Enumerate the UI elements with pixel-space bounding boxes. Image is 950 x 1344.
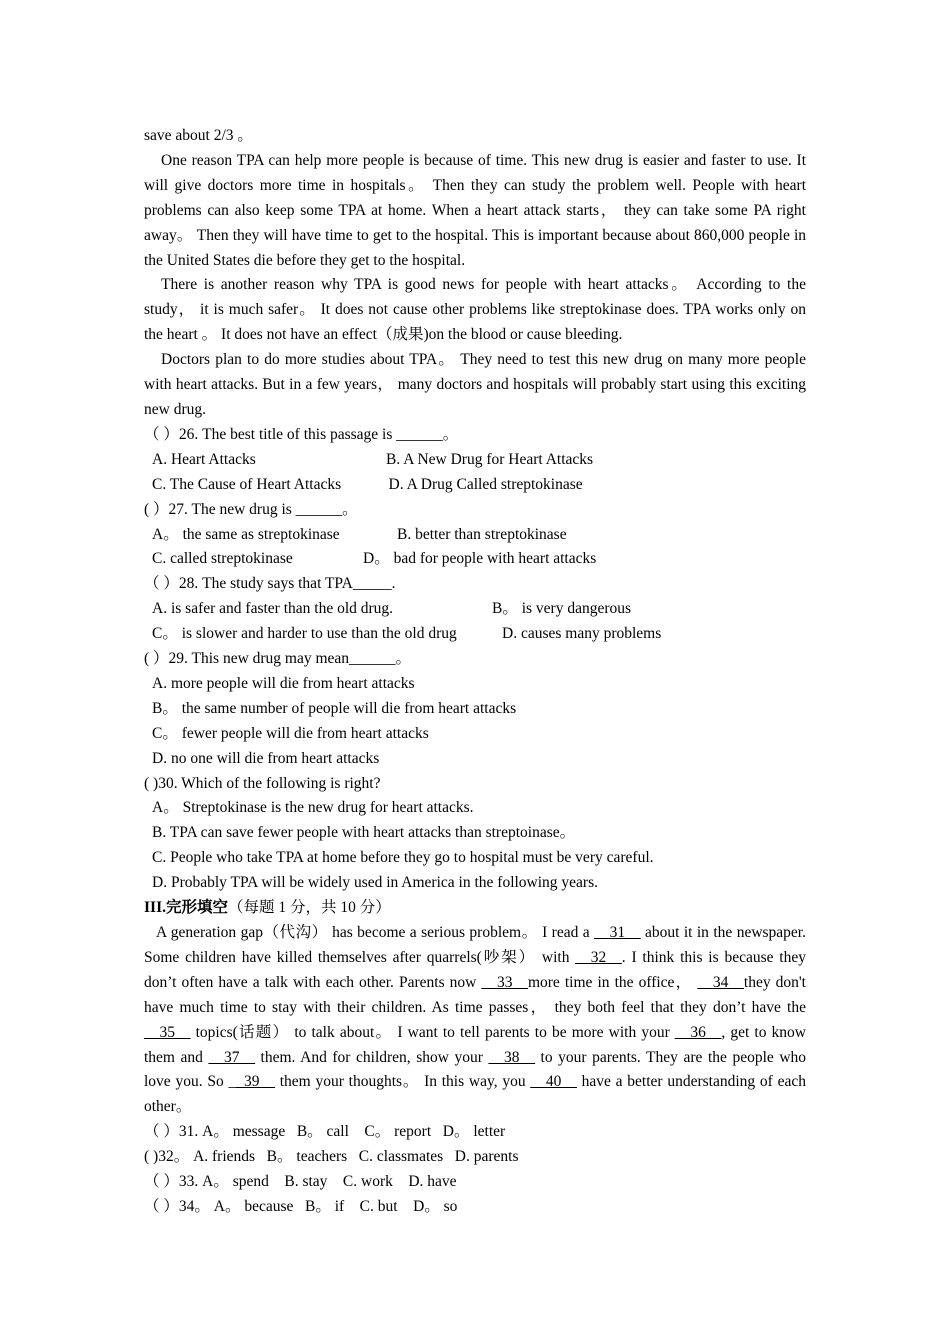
question-29 — [144, 647, 806, 772]
blank-37: __37__ — [208, 1048, 255, 1066]
option-d: D. Probably TPA will be widely used in America in the following years. — [152, 874, 599, 892]
option-b: B. TPA can save fewer people with heart attacks than streptoinase。 — [152, 824, 576, 842]
option-a: A。 the same as streptokinase — [152, 525, 340, 543]
option-c: C。 is slower and harder to use than the old drug — [152, 625, 457, 643]
question-30 — [144, 772, 806, 897]
cloze-passage — [144, 921, 806, 1120]
option-b: B。 is very dangerous — [492, 600, 632, 618]
passage-fragment: save about 2/3 。 — [144, 127, 253, 144]
option-a: A. Heart Attacks — [152, 450, 256, 468]
section-title: III.完形填空 — [144, 899, 228, 917]
option-a: A. is safer and faster than the old drug. — [152, 600, 394, 618]
cloze-text: topics(话题） to talk about。 I want to tell parents to be more with your — [190, 1023, 675, 1041]
option-c: C。 fewer people will die from heart attacks — [152, 724, 429, 742]
section-scoring-note: （每题 1 分，共 10 分） — [227, 899, 391, 917]
blank-36: __36__ — [674, 1023, 722, 1041]
options-row — [144, 597, 806, 622]
cloze-text: have a better understanding of each other。 — [144, 1073, 806, 1116]
question-stem: （ ）26. The best title of this passage is ______。 — [144, 425, 459, 443]
passage-paragraph-2: There is another reason why TPA is good news for people with heart attacks。 According to the study， it is much safer。 It does not cause other problems like streptokinase does. TPA works only on the heart 。 It does not have an effect（成果)on the blood or cause bleeding. — [144, 276, 806, 344]
options-row — [144, 523, 806, 548]
option-a: A. more people will die from heart attacks — [152, 674, 415, 692]
cloze-text: them. And for children, show your — [255, 1048, 489, 1066]
question-stem: （ ）28. The study says that TPA_____. — [144, 575, 396, 593]
option-d: D. A Drug Called streptokinase — [388, 475, 583, 493]
passage-paragraph-1: One reason TPA can help more people is because of time. This new drug is easier and faster to use. It will give doctors more time in hospitals。 Then they can study the problem well. People with heart problems can also keep some TPA at home. When a heart attack starts， they can take some PA right away。 Then they will have time to get to the hospital. This is important because about 860,000 people in the United States die before they get to the hospital. — [144, 151, 806, 269]
question-26 — [144, 423, 806, 498]
blank-31: __31__ — [594, 924, 641, 941]
cloze-question-34: （ ）34。 A。 because B。 if C. but D。 so — [144, 1197, 458, 1215]
question-28 — [144, 572, 806, 647]
option-a: A。 Streptokinase is the new drug for heart attacks. — [152, 799, 474, 817]
cloze-text: about it in the newspaper. Some children have killed themselves after quarrels(吵架） with — [144, 924, 806, 966]
document-page — [144, 124, 806, 1220]
option-b: B. better than streptokinase — [397, 525, 567, 543]
cloze-text: to your parents. They are the people who love you. So _ — [144, 1048, 807, 1091]
cloze-question-33: （ ）33. A。 spend B. stay C. work D. have — [144, 1173, 457, 1191]
blank-32: __32__ — [575, 948, 622, 966]
option-b: B. A New Drug for Heart Attacks — [386, 450, 594, 468]
blank-33: __33__ — [481, 973, 528, 991]
question-27 — [144, 498, 806, 573]
question-stem: ( ）29. This new drug may mean______。 — [144, 650, 412, 668]
options-row — [144, 622, 806, 647]
question-stem: ( ）27. The new drug is ______。 — [144, 500, 358, 518]
options-row — [144, 448, 806, 473]
cloze-question-31: （ ）31. A。 message B。 call C。 report D。 letter — [144, 1123, 506, 1141]
cloze-text: they don't have much time to stay with their children. As time passes， they both feel that they don’t have the — [144, 973, 806, 1016]
passage-paragraph-3: Doctors plan to do more studies about TPA。 They need to test this new drug on many more people with heart attacks. But in a few years， many doctors and hospitals will probably start using this exciting new drug. — [144, 351, 806, 418]
option-b: B。 the same number of people will die from heart attacks — [152, 699, 517, 717]
option-c: C. The Cause of Heart Attacks — [152, 475, 342, 493]
option-c: C. People who take TPA at home before they go to hospital must be very careful. — [152, 849, 654, 867]
cloze-text: . I think this is because they don’t often have a talk with each other. Parents now — [144, 948, 806, 991]
section-heading — [144, 896, 806, 921]
cloze-question-32: ( )32。 A. friends B。 teachers C. classmates D. parents — [144, 1148, 519, 1166]
question-stem: ( )30. Which of the following is right? — [144, 774, 381, 792]
option-d: D. no one will die from heart attacks — [152, 749, 380, 767]
cloze-text: A generation gap（代沟） has become a serious problem。 I read a — [156, 924, 595, 941]
option-d: D。 bad for people with heart attacks — [363, 550, 597, 568]
cloze-text: more time in the office， — [527, 973, 698, 991]
cloze-text: them your thoughts。 In this way, you — [274, 1073, 531, 1091]
blank-39: _39__ — [236, 1073, 275, 1091]
options-row — [144, 547, 806, 572]
option-d: D. causes many problems — [502, 625, 662, 643]
option-c: C. called streptokinase — [152, 550, 293, 568]
cloze-text: , get to know them and — [144, 1023, 806, 1066]
blank-40: __40__ — [530, 1073, 577, 1091]
blank-35: __35__ — [144, 1023, 191, 1041]
blank-38: __38__ — [488, 1048, 535, 1066]
options-row — [144, 473, 806, 498]
blank-34: __34__ — [697, 973, 744, 991]
